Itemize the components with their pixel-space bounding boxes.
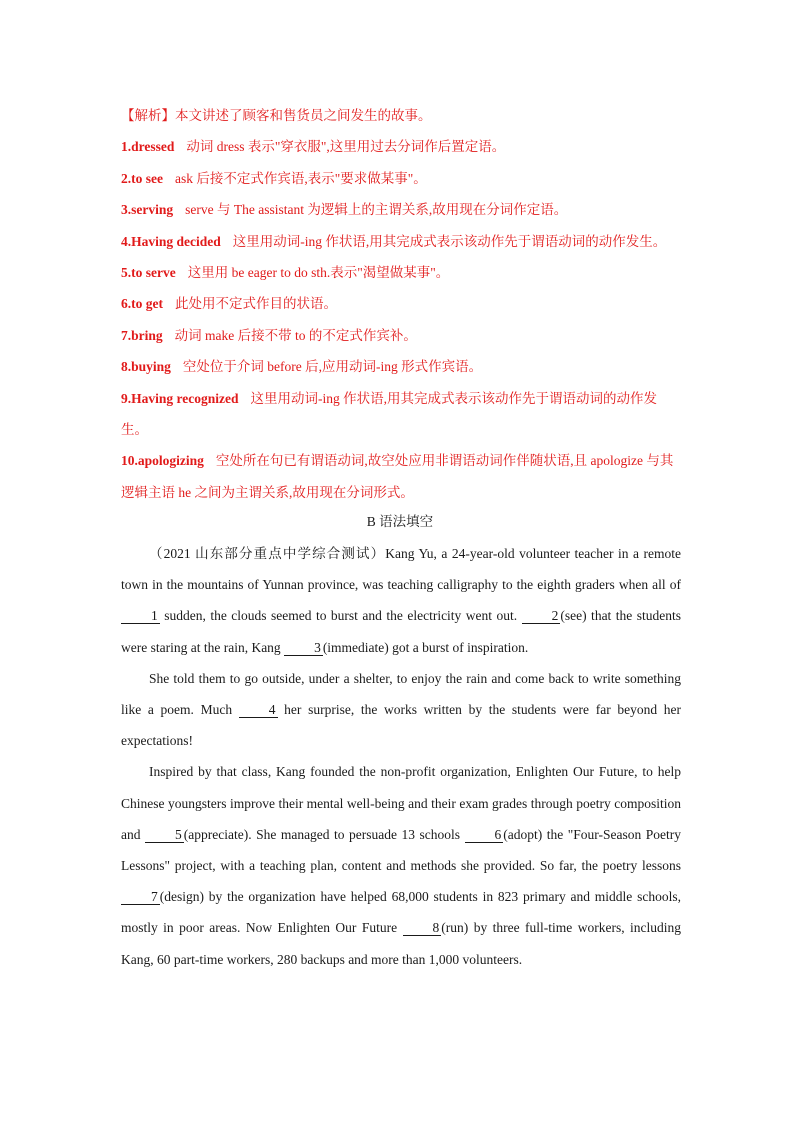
explanation-2: ask 后接不定式作宾语,表示"要求做某事"。 [174,170,427,186]
blank-7: 7 [121,890,160,905]
answer-8: 8.buying [121,359,171,375]
analysis-item-10 [121,445,683,508]
analysis-item-4 [121,226,683,257]
passage-paragraph-1 [121,538,681,663]
blank-6: 6 [465,828,504,843]
analysis-item-9 [121,383,683,446]
passage-text: (immediate) got a burst of inspiration. [322,639,529,655]
explanation-4: 这里用动词-ing 作状语,用其完成式表示该动作先于谓语动词的动作发生。 [232,233,667,249]
passage-paragraph-3 [121,756,681,974]
passage-text: her surprise, the works written by the students were far beyond her expectations! [121,702,681,749]
answer-5: 5.to serve [121,265,176,281]
explanation-1: 动词 dress 表示"穿衣服",这里用过去分词作后置定语。 [186,139,506,155]
analysis-item-1 [121,131,683,162]
explanation-9: 这里用动词-ing 作状语,用其完成式表示该动作先于谓语动词的动作发生。 [121,390,657,438]
analysis-item-3 [121,194,683,225]
explanation-5: 这里用 be eager to do sth.表示"渴望做某事"。 [187,265,450,281]
analysis-item-6 [121,288,683,319]
explanation-10: 空处所在句已有谓语动词,故空处应用非谓语动词作伴随状语,且 apologize 与其逻辑主语 he 之间为主谓关系,故用现在分词形式。 [121,453,674,500]
passage-text: She told them to go outside, under a shelter, to enjoy the rain and come back to write something like a poem. Much [121,670,681,718]
analysis-item-8 [121,351,683,382]
explanation-7: 动词 make 后接不带 to 的不定式作宾补。 [174,327,417,343]
passage-text: (design) by the organization have helped 68,000 students in 823 primary and middle schools, mostly in poor areas. Now Enlighten Our Future [121,889,681,936]
blank-5: 5 [145,828,184,843]
answer-10: 10.apologizing [121,453,204,469]
answer-6: 6.to get [121,296,163,312]
answer-1: 1.dressed [121,139,175,155]
blank-4: 4 [239,703,278,718]
analysis-intro: 【解析】本文讲述了顾客和售货员之间发生的故事。 [121,108,432,123]
answer-4: 4.Having decided [121,233,221,249]
blank-1: 1 [121,609,160,624]
passage-text: sudden, the clouds seemed to burst and the electricity went out. [159,608,522,624]
section-title: B 语法填空 [366,514,434,529]
explanation-3: serve 与 The assistant 为逻辑上的主谓关系,故用现在分词作定语。 [185,202,568,218]
analysis-item-2 [121,163,683,194]
answer-analysis [121,100,683,508]
answer-3: 3.serving [121,202,174,218]
blank-3: 3 [284,641,323,656]
explanation-8: 空处位于介词 before 后,应用动词-ing 形式作宾语。 [182,359,483,375]
answer-7: 7.bring [121,327,163,343]
passage-text: (appreciate). She managed to persuade 13 schools [183,826,465,842]
passage-paragraph-2 [121,663,681,757]
blank-2: 2 [522,609,561,624]
answer-2: 2.to see [121,170,163,186]
passage-text: Inspired by that class, Kang founded the non-profit organization, Enlighten Our Future, to help Chinese youngsters improve their mental well-being and their exam grades through poetry composition and [121,764,681,842]
passage-text: (see) that the students were staring at the rain, Kang [121,608,681,655]
analysis-item-5 [121,257,683,288]
passage-source: （2021 山东部分重点中学综合测试） [149,546,386,561]
passage-text: (adopt) the "Four-Season Poetry Lessons" project, with a teaching plan, content and methods she provided. So far, the poetry lessons [121,826,681,874]
explanation-6: 此处用不定式作目的状语。 [174,296,337,312]
blank-8: 8 [403,921,442,936]
passage-text: Kang Yu, a 24-year-old volunteer teacher in a remote town in the mountains of Yunnan province, was teaching calligraphy to the eighth graders when all of [121,546,682,593]
analysis-item-7 [121,320,683,351]
answer-9: 9.Having recognized [121,390,239,406]
grammar-fill-passage [121,538,681,975]
passage-text: (run) by three full-time workers, including Kang, 60 part-time workers, 280 backups and more than 1,000 volunteers. [121,920,681,967]
